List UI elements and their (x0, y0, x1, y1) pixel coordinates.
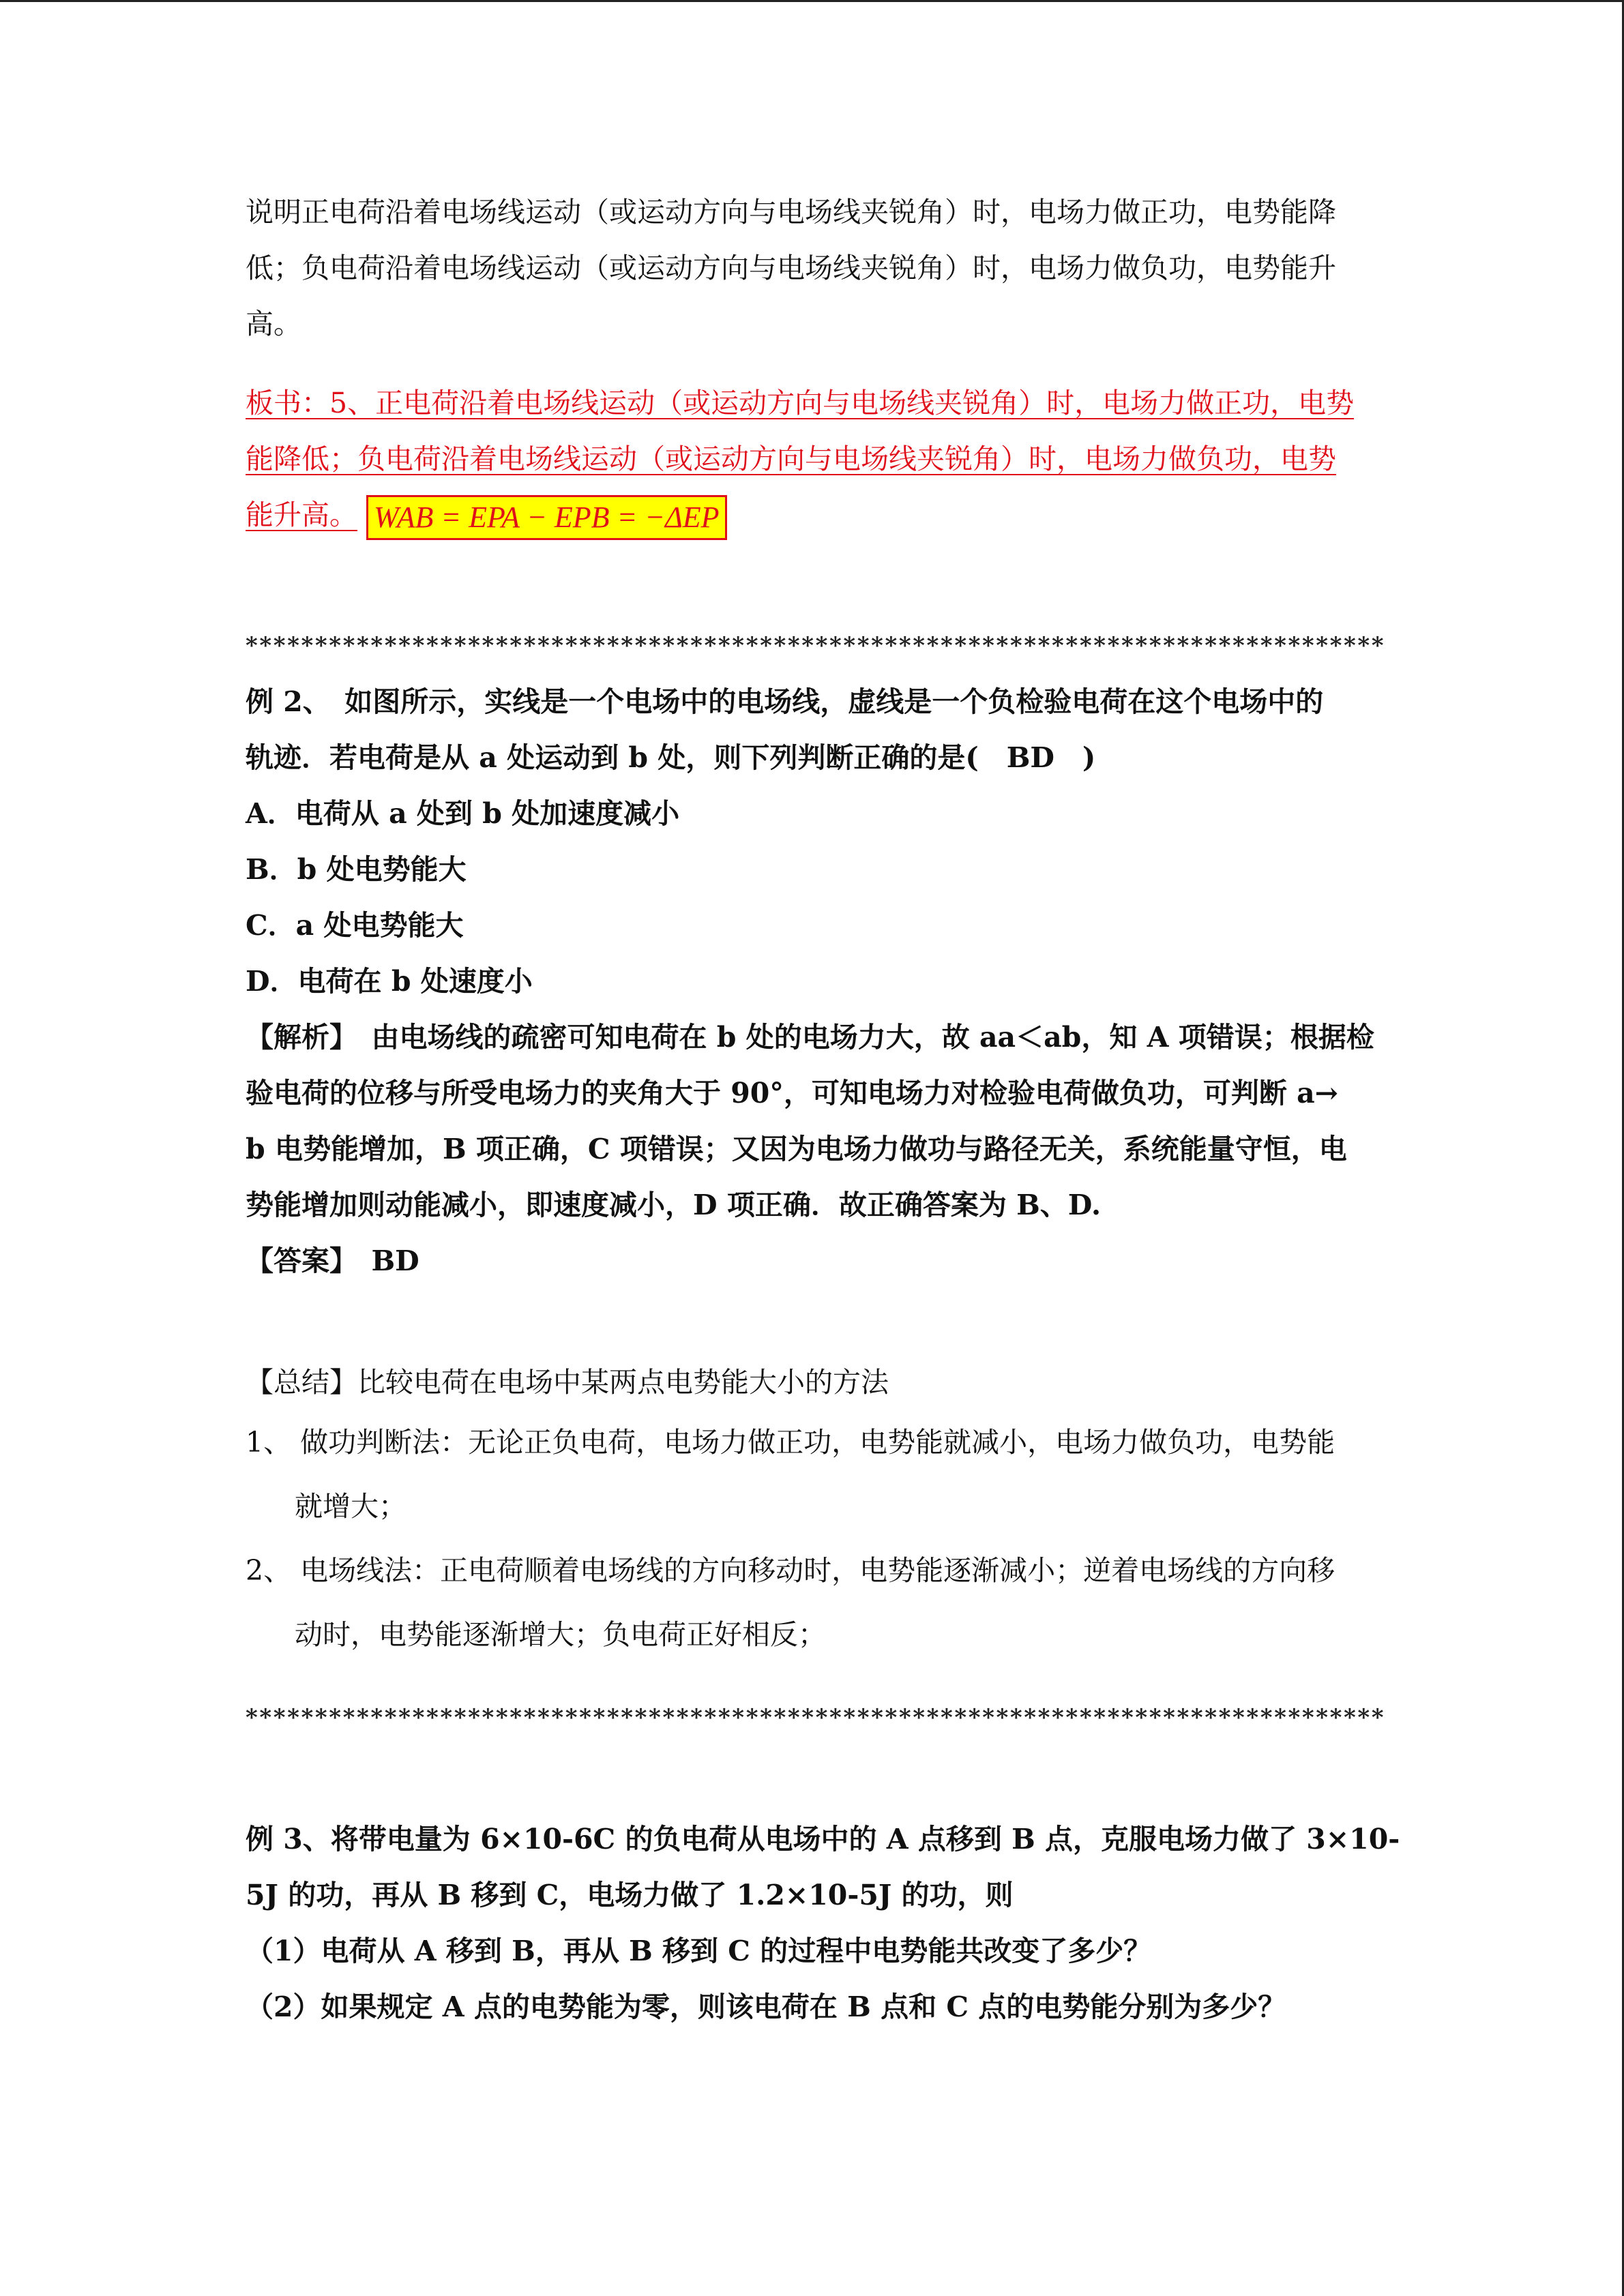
option-c: C．a 处电势能大 (246, 909, 464, 942)
spacer (246, 1289, 1381, 1354)
board-line-3-row (246, 487, 1381, 543)
summary (246, 1354, 1381, 1667)
intro-line-3: 高。 (246, 308, 301, 340)
intro-paragraph (246, 184, 1381, 352)
spacer (246, 1746, 1381, 1811)
analysis-line-2: 验电荷的位移与所受电场力的夹角大于 90°，可知电场力对检验电荷做负功，可判断 a→ (246, 1077, 1339, 1109)
summary-item-1-line-2: 就增大； (295, 1490, 407, 1523)
analysis-line-3: b 电势能增加，B 项正确，C 项错误；又因为电场力做功与路径无关，系统能量守恒，电 (246, 1133, 1347, 1165)
spacer (246, 352, 1381, 375)
example3-line-3: （1）电荷从 A 移到 B，再从 B 移到 C 的过程中电势能共改变了多少？ (246, 1935, 1152, 1967)
option-d: D．电荷在 b 处速度小 (246, 965, 533, 998)
document-body (246, 184, 1400, 2035)
example-3 (246, 1811, 1400, 2035)
intro-line-2: 低；负电荷沿着电场线运动（或运动方向与电场线夹锐角）时，电场力做负功，电势能升 (246, 252, 1336, 284)
example3-line-1: 例 3、将带电量为 6×10-6C 的负电荷从电场中的 A 点移到 B 点，克服电场力做了 3×10- (246, 1823, 1400, 1855)
separator-2: ********************************************************************************** (246, 1704, 1386, 1731)
board-line-1: 板书：5、正电荷沿着电场线运动（或运动方向与电场线夹锐角）时，电场力做正功，电势 (246, 387, 1355, 419)
example-2 (246, 674, 1381, 1289)
option-a: A．电荷从 a 处到 b 处加速度减小 (246, 797, 680, 830)
answer: 【答案】 BD (246, 1244, 419, 1277)
energy-formula: WAB = EPA − EPB = −ΔEP (366, 495, 726, 540)
spacer (246, 1667, 1381, 1690)
page-top-border (0, 0, 1624, 2)
analysis-line-4: 势能增加则动能减小，即速度减小，D 项正确．故正确答案为 B、D. (246, 1189, 1102, 1221)
example3-line-2: 5J 的功，再从 B 移到 C，电场力做了 1.2×10-5J 的功，则 (246, 1879, 1014, 1911)
separator-1: ********************************************************************************** (246, 632, 1386, 659)
example2-question-line-2: 轨迹．若电荷是从 a 处运动到 b 处，则下列判断正确的是( BD ) (246, 741, 1096, 774)
analysis-line-1: 【解析】 由电场线的疏密可知电荷在 b 处的电场力大，故 aa＜ab，知 A 项错误；根据检 (246, 1021, 1374, 1054)
board-note (246, 375, 1381, 543)
summary-item-1-line-1: 1、 做功判断法：无论正负电荷，电场力做正功，电势能就减小，电场力做负功，电势能 (246, 1426, 1335, 1459)
board-line-3: 能升高。 (246, 498, 357, 531)
example3-line-4: （2）如果规定 A 点的电势能为零，则该电荷在 B 点和 C 点的电势能分别为多少？ (246, 1991, 1286, 2023)
summary-item-2-line-1: 2、 电场线法：正电荷顺着电场线的方向移动时，电势能逐渐减小；逆着电场线的方向移 (246, 1554, 1335, 1587)
option-b: B．b 处电势能大 (246, 853, 467, 886)
summary-title: 【总结】比较电荷在电场中某两点电势能大小的方法 (246, 1366, 889, 1399)
board-line-2: 能降低；负电荷沿着电场线运动（或运动方向与电场线夹锐角）时，电场力做负功，电势 (246, 443, 1336, 475)
intro-line-1: 说明正电荷沿着电场线运动（或运动方向与电场线夹锐角）时，电场力做正功，电势能降 (246, 196, 1336, 228)
summary-item-2-line-2: 动时，电势能逐渐增大；负电荷正好相反； (295, 1618, 826, 1651)
example2-question-line-1: 例 2、 如图所示，实线是一个电场中的电场线，虚线是一个负检验电荷在这个电场中的 (246, 685, 1324, 718)
spacer (246, 543, 1381, 618)
